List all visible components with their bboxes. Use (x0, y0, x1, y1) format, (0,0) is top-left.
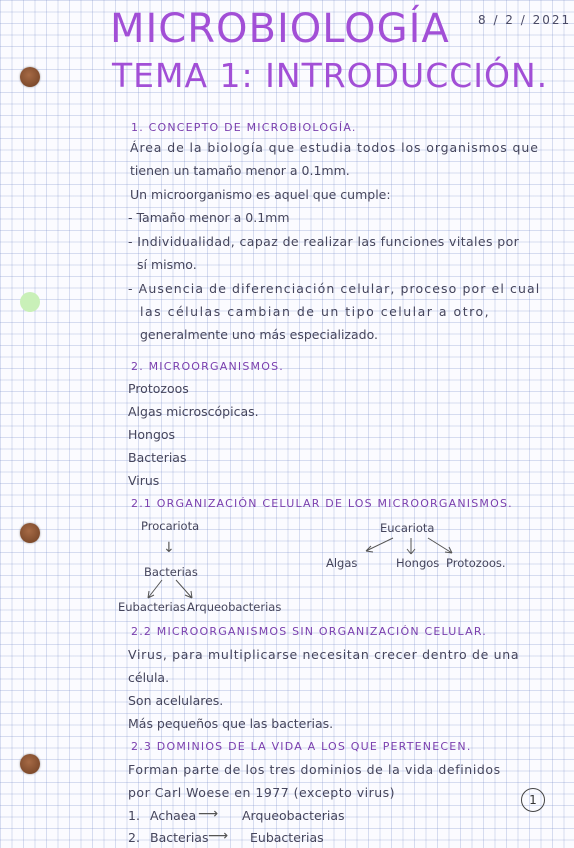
list-item: Virus (128, 473, 160, 488)
text-line: por Carl Woese en 1977 (excepto virus) (128, 785, 396, 800)
text-line: las células cambian de un tipo celular a otro, (140, 304, 491, 319)
text-line: - Individualidad, capaz de realizar las funciones vitales por (128, 234, 520, 249)
domain-group: Arqueobacterias (242, 808, 345, 823)
page-number: 1 (521, 788, 545, 812)
domain-number: 1. (128, 808, 140, 823)
text-line: Virus, para multiplicarse necesitan crecer dentro de una (128, 647, 520, 662)
domain-name: Bacterias (150, 830, 209, 845)
domain-group: Eubacterias (250, 830, 324, 845)
domain-number: 2. (128, 830, 140, 845)
arrow-bacterias-arqueobacterias (176, 580, 192, 598)
arrow-down-icon: ↓ (163, 540, 175, 556)
text-line: Forman parte de los tres dominios de la vida definidos (128, 762, 501, 777)
text-line: - Tamaño menor a 0.1mm (128, 210, 290, 225)
page-title: MICROBIOLOGÍA (110, 6, 450, 52)
text-line: Área de la biología que estudia todos los organismos que (130, 140, 539, 155)
diagram-node-eubacterias: Eubacterias (118, 600, 186, 614)
domain-name: Achaea (150, 808, 197, 823)
section-heading: 2.2 MICROORGANISMOS SIN ORGANIZACIÓN CELULAR. (131, 625, 488, 638)
arrow-bacterias-eubacterias (148, 580, 162, 598)
diagram-node-procariota: Procariota (141, 519, 200, 533)
arrow-eucariota-hongos (407, 538, 415, 554)
text-line: Son acelulares. (128, 693, 224, 708)
diagram-node-arqueobacterias: Arqueobacterias (187, 600, 282, 614)
arrow-right-icon: ⟶ (198, 806, 219, 822)
list-item: Hongos (128, 427, 176, 442)
list-item: Algas microscópicas. (128, 404, 259, 419)
diagram-node-hongos: Hongos (396, 556, 440, 570)
text-line: Más pequeños que las bacterias. (128, 716, 334, 731)
date: 8 / 2 / 2021 (478, 13, 572, 27)
diagram-node-bacterias: Bacterias (144, 565, 198, 579)
diagram-node-eucariota: Eucariota (380, 521, 435, 535)
arrow-eucariota-algas (366, 538, 393, 552)
text-line: célula. (128, 670, 170, 685)
diagram-node-protozoos: Protozoos. (446, 556, 506, 570)
diagram-node-algas: Algas (326, 556, 358, 570)
text-line: sí mismo. (137, 257, 197, 272)
list-item: Protozoos (128, 381, 189, 396)
text-line: - Ausencia de diferenciación celular, proceso por el cual (128, 281, 541, 296)
list-item: Bacterias (128, 450, 187, 465)
section-heading: 2. MICROORGANISMOS. (131, 360, 284, 373)
text-line: tienen un tamaño menor a 0.1mm. (130, 163, 350, 178)
text-line: generalmente uno más especializado. (140, 327, 378, 342)
arrow-right-icon: ⟶ (208, 828, 229, 844)
section-heading: 2.1 ORGANIZACIÓN CELULAR DE LOS MICROORGANISMOS. (131, 497, 513, 510)
section-heading: 2.3 DOMINIOS DE LA VIDA A LOS QUE PERTENECEN. (131, 740, 472, 753)
text-line: Un microorganismo es aquel que cumple: (130, 187, 391, 202)
arrow-eucariota-protozoos (428, 538, 452, 553)
section-heading: 1. CONCEPTO DE MICROBIOLOGÍA. (131, 121, 357, 134)
page-subtitle: TEMA 1: INTRODUCCIÓN. (112, 56, 549, 95)
